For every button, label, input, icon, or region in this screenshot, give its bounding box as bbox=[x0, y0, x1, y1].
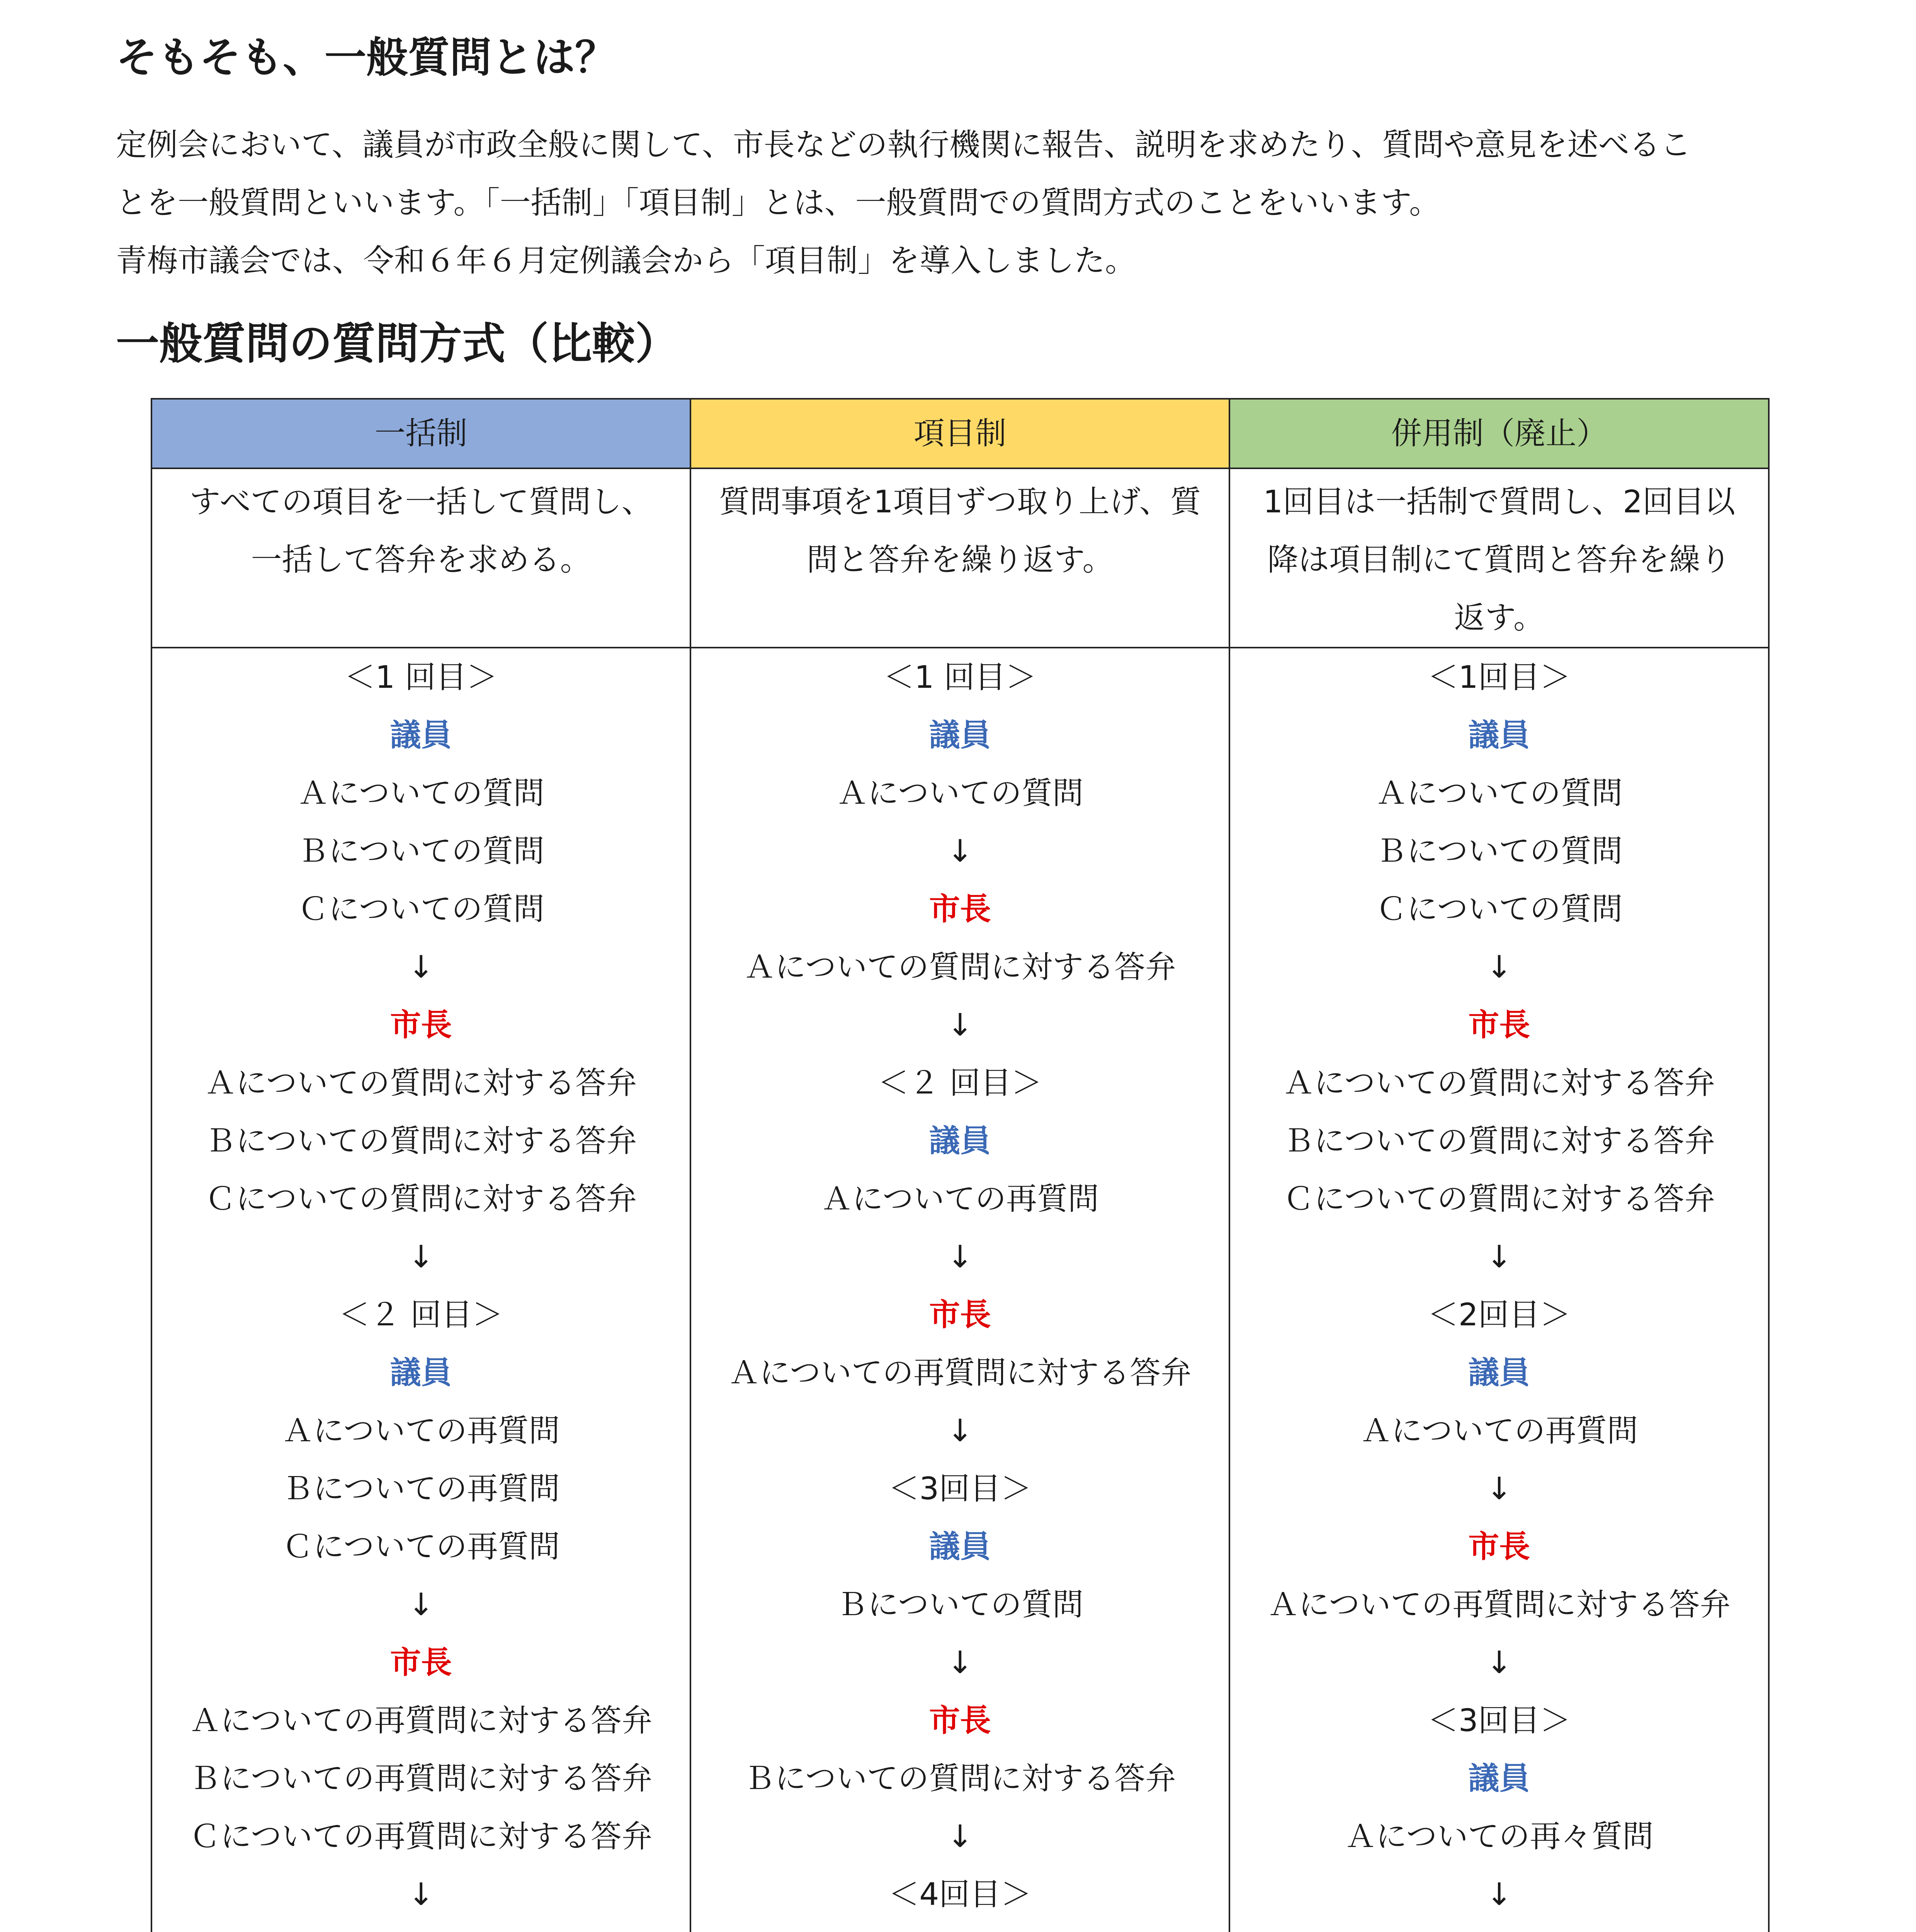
flow-step: Ａについての再質問 bbox=[282, 1413, 560, 1449]
flow-step: Ｂについての質問に対する答弁 bbox=[205, 1123, 637, 1159]
flow-step: ＜1回目＞ bbox=[1427, 659, 1571, 695]
down-arrow-icon: ↓ bbox=[408, 949, 434, 985]
speaker-label-giin: 議員 bbox=[390, 1355, 452, 1391]
flow-cell-koumoku bbox=[690, 648, 1229, 1932]
down-arrow-icon: ↓ bbox=[947, 1818, 973, 1854]
flow-step: Ｂについての再質問に対する答弁 bbox=[189, 1760, 653, 1796]
comparison-table bbox=[151, 398, 1770, 1932]
down-arrow-icon: ↓ bbox=[408, 1239, 434, 1275]
flow-step: Ｃについての質問に対する答弁 bbox=[1283, 1181, 1715, 1217]
flow-step: Ａについての質問 bbox=[1375, 775, 1623, 811]
page-title: そもそも、一般質問とは？ bbox=[116, 34, 617, 82]
flow-step: ＜1 回目＞ bbox=[344, 659, 498, 695]
speaker-label-shicho: 市長 bbox=[929, 891, 991, 927]
down-arrow-icon: ↓ bbox=[1486, 1471, 1512, 1507]
down-arrow-icon: ↓ bbox=[1486, 1876, 1512, 1912]
speaker-label-shicho: 市長 bbox=[1468, 1529, 1530, 1565]
flow-step: Ａについての質問 bbox=[298, 775, 544, 811]
flow-step: Ｃについての質問に対する答弁 bbox=[205, 1181, 637, 1217]
flow-step: Ｂについての質問 bbox=[836, 1587, 1083, 1622]
down-arrow-icon: ↓ bbox=[408, 1876, 434, 1912]
down-arrow-icon: ↓ bbox=[947, 1413, 973, 1449]
flow-step: ＜2回目＞ bbox=[1427, 1297, 1571, 1333]
speaker-label-giin: 議員 bbox=[1468, 717, 1530, 753]
description-cell-heiyou: 1回目は一括制で質問し、2回目以降は項目制にて質問と答弁を繰り返す。 bbox=[1229, 468, 1769, 648]
flow-step: Ｂについての質問に対する答弁 bbox=[744, 1760, 1176, 1796]
section-heading: 一般質問の質問方式（比較） bbox=[116, 319, 678, 369]
speaker-label-giin: 議員 bbox=[1468, 1760, 1530, 1796]
speaker-label-giin: 議員 bbox=[929, 1123, 991, 1159]
flow-step: ＜3回目＞ bbox=[1427, 1702, 1571, 1738]
flow-step: ＜3回目＞ bbox=[888, 1471, 1032, 1507]
down-arrow-icon: ↓ bbox=[947, 1007, 973, 1043]
flow-step: Ｂについての質問 bbox=[298, 833, 544, 869]
down-arrow-icon: ↓ bbox=[947, 1239, 973, 1275]
flow-step: Ａについての再質問に対する答弁 bbox=[1267, 1587, 1731, 1622]
flow-step bbox=[164, 1923, 678, 1932]
speaker-label-shicho: 市長 bbox=[929, 1702, 991, 1738]
down-arrow-icon: ↓ bbox=[408, 1587, 434, 1622]
flow-step: Ａについての再質問 bbox=[1360, 1413, 1638, 1449]
flow-step: Ｂについての質問 bbox=[1375, 833, 1623, 869]
flow-step: ＜２ 回目＞ bbox=[338, 1297, 503, 1333]
down-arrow-icon: ↓ bbox=[1486, 1645, 1512, 1680]
intro-line: 青梅市議会では、令和６年６月定例議会から「項目制」を導入しました。 bbox=[116, 243, 1136, 279]
speaker-label-giin: 議員 bbox=[929, 1529, 991, 1565]
column-header-heiyou: 併用制（廃止） bbox=[1229, 399, 1769, 468]
description-cell-ikkatsu: すべての項目を一括して質問し、一括して答弁を求める。 bbox=[151, 468, 690, 648]
flow-step bbox=[703, 1923, 1217, 1932]
flow-step: Ａについての質問に対する答弁 bbox=[205, 1065, 637, 1101]
column-header-ikkatsu: 一括制 bbox=[151, 399, 690, 468]
flow-step: Ａについての質問 bbox=[836, 775, 1083, 811]
flow-step: Ｂについての再質問 bbox=[282, 1471, 560, 1507]
flow-step: ＜２ 回目＞ bbox=[878, 1065, 1042, 1101]
flow-step: Ｃについての再質問 bbox=[282, 1529, 560, 1565]
speaker-label-shicho: 市長 bbox=[390, 1007, 452, 1043]
down-arrow-icon: ↓ bbox=[1486, 949, 1512, 985]
speaker-label-giin: 議員 bbox=[390, 717, 452, 753]
flow-step: Ａについての再質問に対する答弁 bbox=[189, 1702, 653, 1738]
intro-line: 定例会において、議員が市政全般に関して、市長などの執行機関に報告、説明を求めたり、質問や意見を述べるこ bbox=[116, 127, 1691, 163]
description-row bbox=[151, 468, 1769, 648]
column-header-koumoku: 項目制 bbox=[690, 399, 1229, 468]
speaker-label-giin: 議員 bbox=[1468, 1355, 1530, 1391]
speaker-label-giin: 議員 bbox=[929, 717, 991, 753]
table-header-row bbox=[151, 399, 1769, 468]
flow-step: Ｂについての質問に対する答弁 bbox=[1283, 1123, 1715, 1159]
down-arrow-icon: ↓ bbox=[947, 1645, 973, 1680]
down-arrow-icon: ↓ bbox=[1486, 1239, 1512, 1275]
speaker-label-shicho bbox=[1242, 1923, 1756, 1932]
flow-step: Ｃについての再質問に対する答弁 bbox=[189, 1818, 653, 1854]
flow-step: Ａについての質問に対する答弁 bbox=[1283, 1065, 1715, 1101]
flow-cell-heiyou bbox=[1229, 648, 1769, 1932]
flow-step: Ｃについての質問 bbox=[298, 891, 544, 927]
speaker-label-shicho: 市長 bbox=[929, 1297, 991, 1333]
down-arrow-icon: ↓ bbox=[947, 833, 973, 869]
flow-cell-ikkatsu bbox=[151, 648, 690, 1932]
speaker-label-shicho: 市長 bbox=[1468, 1007, 1530, 1043]
description-cell-koumoku: 質問事項を1項目ずつ取り上げ、質問と答弁を繰り返す。 bbox=[690, 468, 1229, 648]
flow-step: Ａについての再質問に対する答弁 bbox=[728, 1355, 1192, 1391]
flow-step: Ａについての質問に対する答弁 bbox=[744, 949, 1176, 985]
flow-row bbox=[151, 648, 1769, 1932]
flow-step: Ａについての再々質問 bbox=[1345, 1818, 1654, 1854]
flow-step: Ａについての再質問 bbox=[821, 1181, 1099, 1217]
intro-line: とを一般質問といいます。「一括制」「項目制」とは、一般質問での質問方式のことをいいます。 bbox=[116, 185, 1440, 221]
speaker-label-shicho: 市長 bbox=[390, 1645, 452, 1680]
flow-step: ＜1 回目＞ bbox=[883, 659, 1037, 695]
intro-paragraph bbox=[116, 116, 1816, 290]
flow-step: Ｃについての質問 bbox=[1375, 891, 1623, 927]
flow-step: ＜4回目＞ bbox=[888, 1876, 1032, 1912]
